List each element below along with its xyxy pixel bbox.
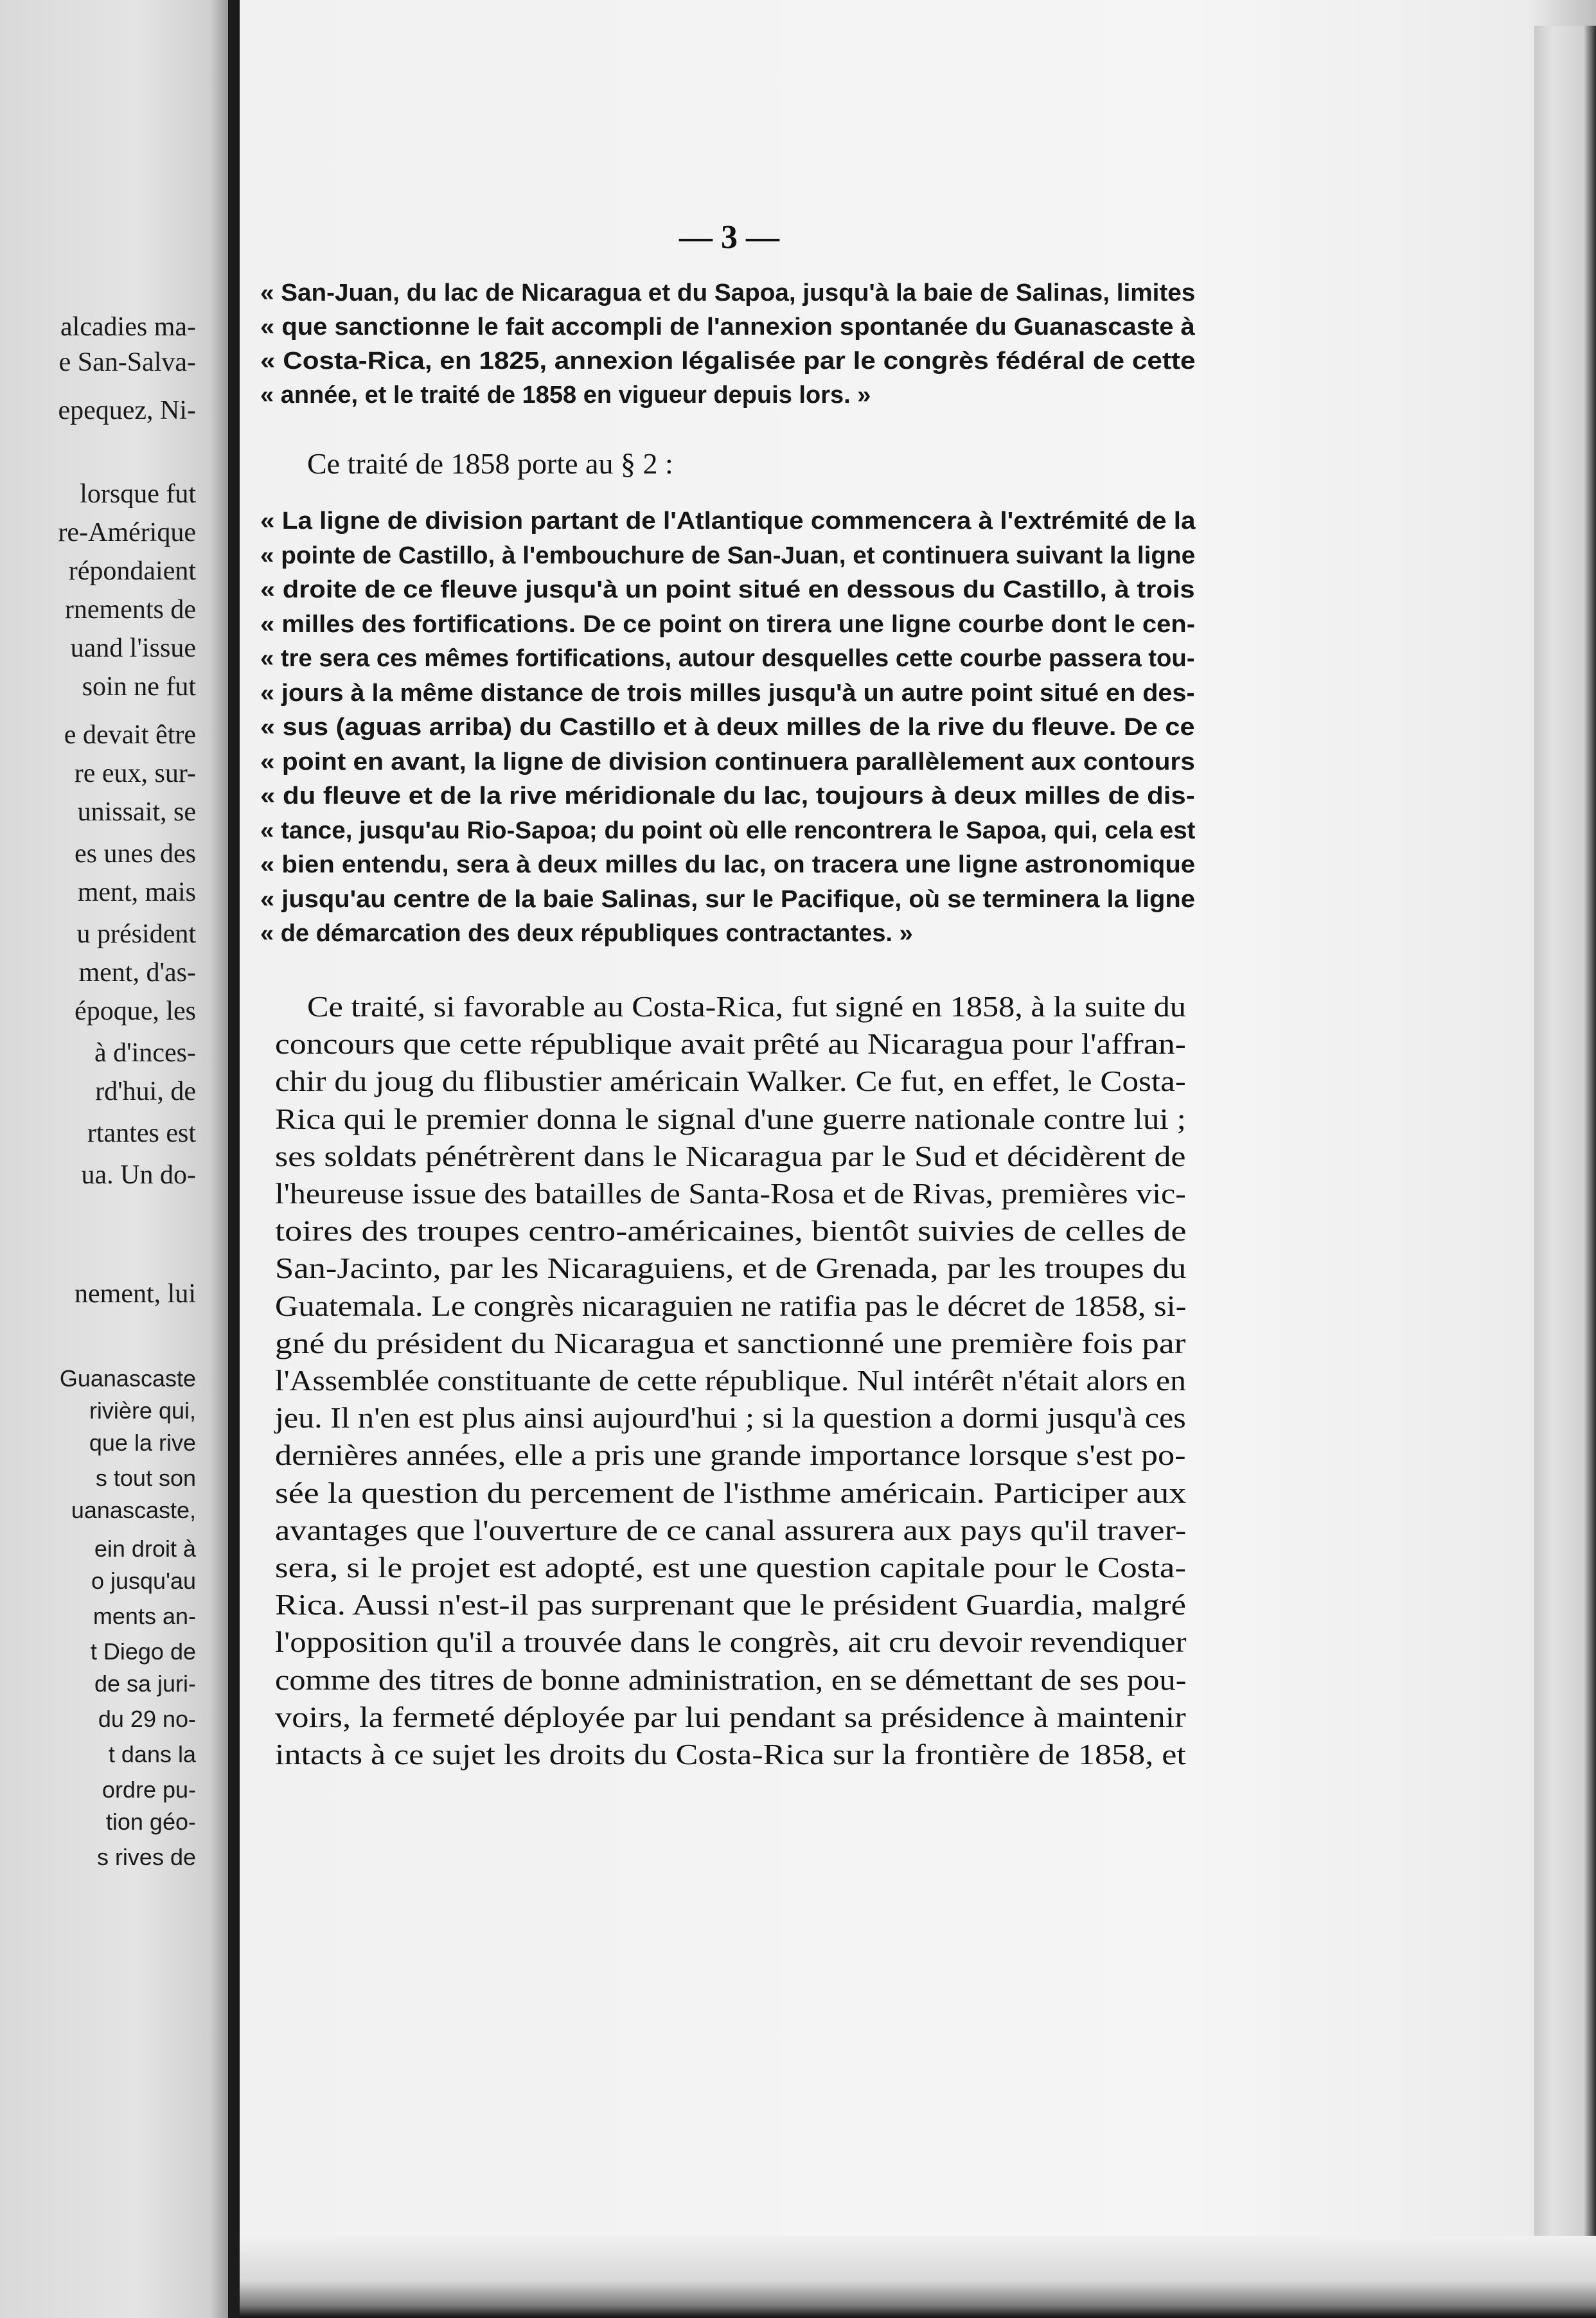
previous-page-line: e San-Salva-	[58, 348, 196, 377]
paragraph-line: ses soldats pénétrèrent dans le Nicaragua par le Sud et décidèrent de	[275, 1139, 1186, 1172]
previous-page-line: de sa juri-	[94, 1670, 196, 1697]
treaty-quote-line: « milles des fortifications. De ce point on tirera une ligne courbe dont le cen-	[260, 610, 1196, 638]
previous-page-line: ua. Un do-	[81, 1160, 196, 1190]
treaty-quote-line: « bien entendu, sera à deux milles du lac, on tracera une ligne astronomique	[260, 851, 1196, 878]
previous-page-line: re eux, sur-	[74, 759, 196, 788]
paragraph-line: sée la question du percement de l'isthme américain. Participer aux	[275, 1476, 1187, 1509]
previous-page-line: o jusqu'au	[91, 1568, 196, 1594]
paragraph-line: Rica. Aussi n'est-il pas surprenant que le président Guardia, malgré	[275, 1588, 1186, 1622]
treaty-quote-line: « du fleuve et de la rive méridionale du lac, toujours à deux milles de dis-	[260, 783, 1195, 810]
previous-page-line: ordre pu-	[102, 1776, 196, 1803]
previous-page-line: u président	[76, 919, 196, 949]
treaty-quote-line: « tance, jusqu'au Rio-Sapoa; du point où elle rencontrera le Sapoa, qui, cela est	[260, 817, 1196, 844]
previous-page-line: uanascaste,	[71, 1497, 196, 1523]
previous-page-line: t Diego de	[90, 1638, 196, 1665]
quote-line: « année, et le traité de 1858 en vigueur depuis lors. »	[260, 382, 871, 409]
paragraph-line: l'Assemblée constituante de cette république. Nul intérêt n'était alors en	[275, 1364, 1186, 1397]
paragraph-line: intacts à ce sujet les droits du Costa-Rica sur la frontière de 1858, et	[275, 1738, 1186, 1771]
previous-page-line: rnements de	[64, 595, 196, 624]
previous-page-line: t dans la	[108, 1741, 196, 1767]
treaty-quote-line: « droite de ce fleuve jusqu'à un point situé en dessous du Castillo, à trois	[260, 576, 1195, 603]
previous-page-line: rtantes est	[87, 1119, 196, 1148]
paragraph-line: toires des troupes centro-américaines, bientôt suivies de celles de	[275, 1214, 1187, 1248]
previous-page-fragment	[0, 0, 228, 2318]
paragraph-line: dernières années, elle a pris une grande importance lorsque s'est po-	[275, 1438, 1186, 1472]
previous-page-line: soin ne fut	[82, 672, 196, 702]
paragraph-line: Rica qui le premier donna le signal d'une guerre nationale contre lui ;	[275, 1102, 1186, 1135]
treaty-quote-line: « tre sera ces mêmes fortifications, autour desquelles cette courbe passera tou-	[260, 645, 1195, 672]
previous-page-line: tion géo-	[105, 1809, 196, 1835]
paragraph-line: jeu. Il n'en est plus ainsi aujourd'hui ; si la question a dormi jusqu'à ces	[275, 1401, 1186, 1435]
paragraph-line: San-Jacinto, par les Nicaraguiens, et de Grenada, par les troupes du	[275, 1252, 1187, 1285]
paragraph-line: l'opposition qu'il a trouvée dans le congrès, ait cru devoir revendiquer	[275, 1625, 1187, 1659]
previous-page-line: répondaient	[68, 556, 196, 586]
page-edge	[1534, 26, 1596, 2318]
treaty-quote-line: « sus (aguas arriba) du Castillo et à deux milles de la rive du fleuve. De ce	[260, 714, 1195, 741]
treaty-quote-line: « La ligne de division partant de l'Atlantique commencera à l'extrémité de la	[260, 508, 1196, 535]
paragraph-line: avantages que l'ouverture de ce canal assurera aux pays qu'il traver-	[275, 1513, 1187, 1546]
previous-page-line: e devait être	[64, 720, 196, 750]
treaty-quote-line: « de démarcation des deux républiques contractantes. »	[260, 920, 913, 947]
previous-page-line: rivière qui,	[89, 1397, 196, 1424]
intro-line: Ce traité de 1858 porte au § 2 :	[307, 447, 673, 480]
previous-page-line: ein droit à	[94, 1535, 196, 1562]
previous-page-line: que la rive	[89, 1429, 196, 1456]
previous-page-line: unissait, se	[77, 797, 196, 827]
paragraph-line: Guatemala. Le congrès nicaraguien ne ratifia pas le décret de 1858, si-	[275, 1289, 1187, 1322]
book-gutter	[228, 0, 240, 2318]
paragraph-line: Ce traité, si favorable au Costa-Rica, fut signé en 1858, à la suite du	[307, 990, 1186, 1023]
quote-line: « que sanctionne le fait accompli de l'annexion spontanée du Guanascaste à	[260, 314, 1195, 341]
previous-page-line: Guanascaste	[59, 1365, 196, 1392]
quote-line: « San-Juan, du lac de Nicaragua et du Sapoa, jusqu'à la baie de Salinas, limites	[260, 279, 1196, 306]
paragraph-line: l'heureuse issue des batailles de Santa-Rosa et de Rivas, premières vic-	[275, 1177, 1186, 1210]
previous-page-line: epequez, Ni-	[58, 396, 196, 425]
paragraph-line: voirs, la fermeté déployée par lui pendant sa présidence à maintenir	[275, 1700, 1186, 1733]
previous-page-line: lorsque fut	[80, 479, 196, 509]
previous-page-line: uand l'issue	[70, 633, 196, 663]
previous-page-line: re-Amérique	[58, 518, 196, 547]
quote-line: « Costa-Rica, en 1825, annexion légalisée par le congrès fédéral de cette	[260, 348, 1196, 375]
paragraph-line: gné du président du Nicaragua et sanctionné une première fois par	[275, 1326, 1186, 1359]
previous-page-line: s tout son	[95, 1465, 196, 1491]
previous-page-line: alcadies ma-	[60, 312, 196, 342]
paragraph-line: comme des titres de bonne administration, en se démettant de ses pou-	[275, 1663, 1187, 1696]
previous-page-line: ments an-	[93, 1603, 196, 1629]
previous-page-line: es unes des	[75, 839, 196, 869]
treaty-quote-line: « point en avant, la ligne de division continuera parallèlement aux contours	[260, 748, 1195, 775]
previous-page-line: à d'inces-	[94, 1038, 196, 1068]
paragraph-line: concours que cette république avait prêté au Nicaragua pour l'affran-	[275, 1027, 1186, 1061]
previous-page-line: rd'hui, de	[95, 1077, 196, 1106]
previous-page-line: du 29 no-	[98, 1706, 196, 1732]
paragraph-line: chir du joug du flibustier américain Walker. Ce fut, en effet, le Costa-	[275, 1065, 1186, 1098]
treaty-quote-line: « jours à la même distance de trois milles jusqu'à un autre point situé en des-	[260, 679, 1195, 707]
previous-page-line: ment, mais	[77, 878, 196, 907]
previous-page-line: s rives de	[96, 1844, 196, 1870]
page-bottom-edge	[240, 2236, 1596, 2318]
previous-page-line: époque, les	[75, 996, 196, 1026]
previous-page-line: nement, lui	[75, 1279, 196, 1309]
treaty-quote-line: « pointe de Castillo, à l'embouchure de San-Juan, et continuera suivant la ligne	[260, 542, 1196, 569]
paragraph-line: sera, si le projet est adopté, est une question capitale pour le Costa-	[275, 1551, 1186, 1584]
page-number: — 3 —	[679, 219, 779, 256]
treaty-quote-line: « jusqu'au centre de la baie Salinas, sur le Pacifique, où se terminera la ligne	[260, 885, 1195, 913]
previous-page-line: ment, d'as-	[78, 958, 196, 987]
